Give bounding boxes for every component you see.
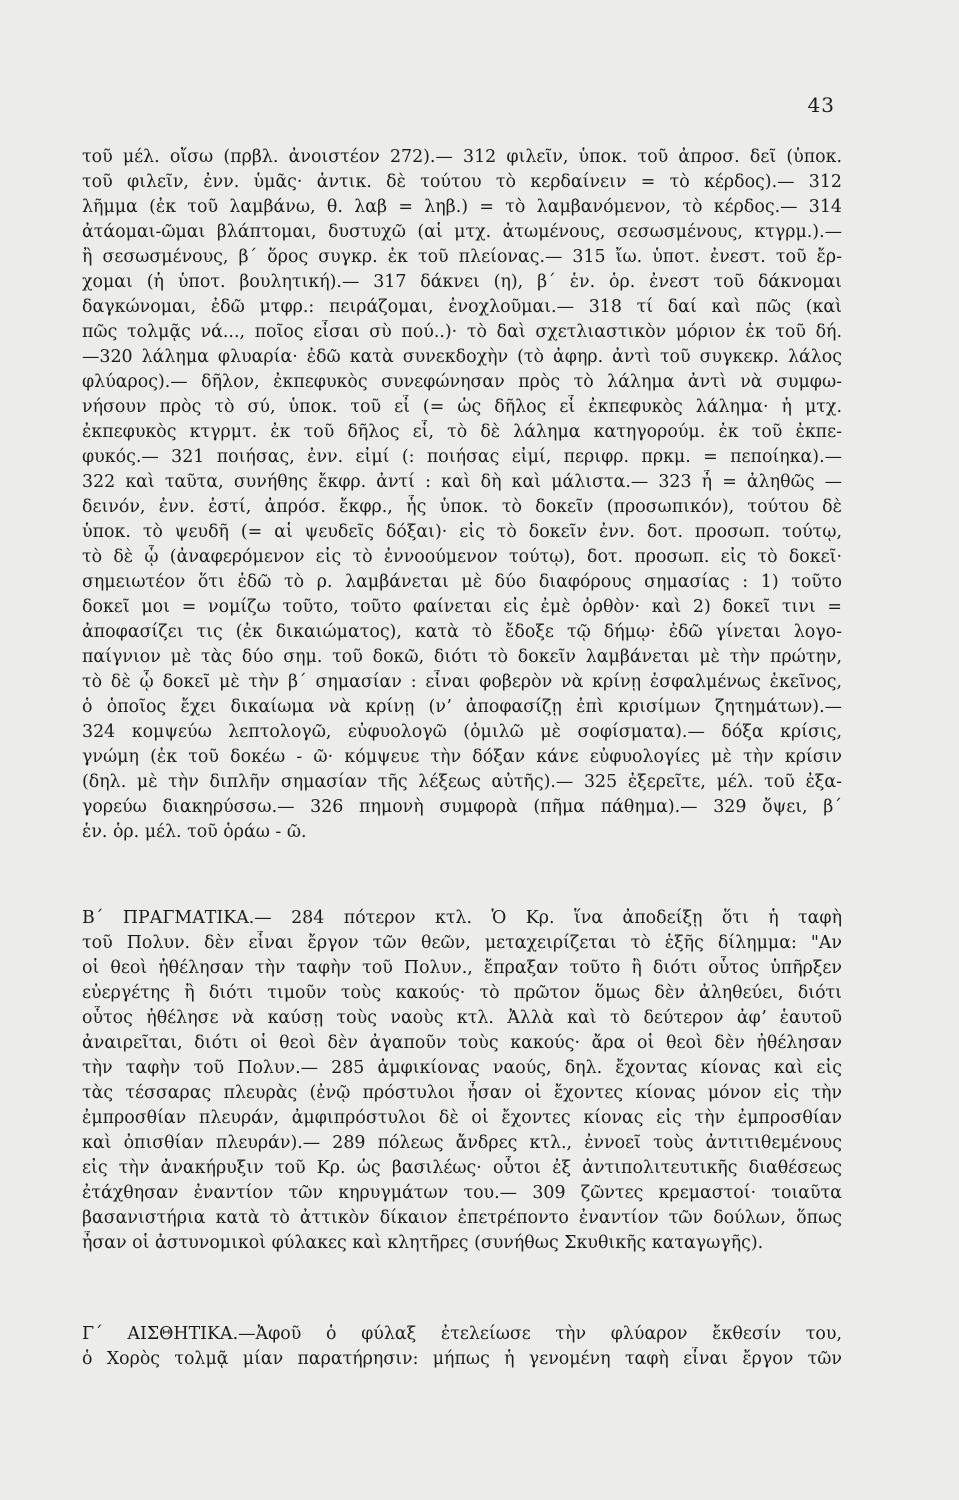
text-line: ἀτάομαι-ῶμαι βλάπτομαι, δυστυχῶ (αἱ μτχ. ἀτωμένους, σεσωσμένους, κτγρμ.).—	[82, 222, 842, 242]
text-line: σημειωτέον ὅτι ἐδῶ τὸ ρ. λαμβάνεται μὲ δύο διαφόρους σημασίας : 1) τοῦτο	[82, 572, 842, 592]
section-heading-line: Γ΄ ΑΙΣΘΗΤΙΚΑ.—Ἀφοῦ ὁ φύλαξ ἐτελείωσε τὴν φλύαρον ἔκθεσίν του,	[82, 1324, 842, 1344]
text-line: ὁ Χορὸς τολμᾷ μίαν παρατήρησιν: μήπως ἡ γενομένη ταφὴ εἶναι ἔργον τῶν	[82, 1349, 842, 1369]
text-line: (δηλ. μὲ τὴν διπλῆν σημασίαν τῆς λέξεως αὐτῆς).— 325 ἐξερεῖτε, μέλ. τοῦ ἐξα-	[82, 772, 842, 792]
text-line: οὗτος ἠθέλησε νὰ καύσῃ τοὺς ναοὺς κτλ. Ἀλλὰ καὶ τὸ δεύτερον ἀφʼ ἑαυτοῦ	[82, 1008, 842, 1028]
text-line: ἑν. ὁρ. μέλ. τοῦ ὁράω - ῶ.	[82, 822, 307, 842]
text-line: τὴν ταφὴν τοῦ Πολυν.— 285 ἀμφικίονας ναούς, δηλ. ἔχοντας κίονας καὶ εἰς	[82, 1058, 842, 1078]
text-line: εἰς τὴν ἀνακήρυξιν τοῦ Κρ. ὡς βασιλέως· οὗτοι ἐξ ἀντιπολιτευτικῆς διαθέσεως	[82, 1158, 842, 1178]
text-line: 322 καὶ ταῦτα, συνήθης ἔκφρ. ἀντί : καὶ δὴ καὶ μάλιστα.— 323 ἦ = ἀληθῶς —	[82, 472, 842, 492]
text-line: —320 λάλημα φλυαρία· ἐδῶ κατὰ συνεκδοχὴν (τὸ ἀφηρ. ἀντὶ τοῦ συγκεκρ. λάλος	[82, 347, 842, 367]
text-line: βασανιστήρια κατὰ τὸ ἀττικὸν δίκαιον ἐπετρέποντο ἐναντίον τῶν δούλων, ὅπως	[82, 1208, 842, 1228]
text-line: τοῦ μέλ. οἴσω (πρβλ. ἀνοιστέον 272).— 312 φιλεῖν, ὑποκ. τοῦ ἀπροσ. δεῖ (ὑποκ.	[82, 147, 842, 167]
text-line: ἐκπεφυκὸς κτγρμτ. ἐκ τοῦ δῆλος εἶ, τὸ δὲ λάλημα κατηγορούμ. ἐκ τοῦ ἐκπε-	[82, 422, 842, 442]
section-aisthetika	[82, 1322, 842, 1372]
section-pragmatika	[82, 906, 842, 1256]
text-line: τοῦ φιλεῖν, ἐνν. ὑμᾶς· ἀντικ. δὲ τούτου τὸ κερδαίνειν = τὸ κέρδος).— 312	[82, 172, 842, 192]
text-line: δοκεῖ μοι = νομίζω τοῦτο, τοῦτο φαίνεται εἰς ἐμὲ ὀρθὸν· καὶ 2) δοκεῖ τινι =	[82, 597, 842, 617]
text-line: γνώμη (ἐκ τοῦ δοκέω - ῶ· κόμψευε τὴν δόξαν κάνε εὐφυολογίες μὲ τὴν κρίσιν	[82, 747, 842, 767]
text-line: ἐτάχθησαν ἐναντίον τῶν κηρυγμάτων του.— 309 ζῶντες κρεμαστοί· τοιαῦτα	[82, 1183, 842, 1203]
commentary-notes	[82, 145, 842, 845]
text-line: χομαι (ἡ ὑποτ. βουλητική).— 317 δάκνει (η), β΄ ἑν. ὁρ. ἐνεστ τοῦ δάκνομαι	[82, 272, 842, 292]
section-heading-line: Β΄ ΠΡΑΓΜΑΤΙΚΑ.— 284 πότερον κτλ. Ὁ Κρ. ἵνα ἀποδείξῃ ὅτι ἡ ταφὴ	[82, 908, 842, 928]
text-line: παίγνιον μὲ τὰς δύο σημ. τοῦ δοκῶ, διότι τὸ δοκεῖν λαμβάνεται μὲ τὴν πρώτην,	[82, 647, 842, 667]
text-line: ἐμπροσθίαν πλευράν, ἀμφιπρόστυλοι δὲ οἱ ἔχοντες κίονας εἰς τὴν ἐμπροσθίαν	[82, 1108, 842, 1128]
text-line: τὸ δὲ ᾧ (ἀναφερόμενον εἰς τὸ ἐννοούμενον τούτῳ), δοτ. προσωπ. εἰς τὸ δοκεῖ·	[82, 547, 842, 567]
text-line: πῶς τολμᾷς νά..., ποῖος εἶσαι σὺ πού..)· τὸ δαὶ σχετλιαστικὸν μόριον ἐκ τοῦ δή.	[82, 322, 842, 342]
text-line: οἱ θεοὶ ἠθέλησαν τὴν ταφὴν τοῦ Πολυν., ἔπραξαν τοῦτο ἢ διότι οὗτος ὑπῆρξεν	[82, 958, 842, 978]
text-line: ὁ ὁποῖος ἔχει δικαίωμα νὰ κρίνῃ (νʼ ἀποφασίζῃ ἐπὶ κρισίμων ζητημάτων).—	[82, 697, 842, 717]
text-line: ἀποφασίζει τις (ἐκ δικαιώματος), κατὰ τὸ ἔδοξε τῷ δήμῳ· ἐδῶ γίνεται λογο-	[82, 622, 842, 642]
text-line: εὐεργέτης ἢ διότι τιμοῦν τοὺς κακούς· τὸ πρῶτον ὅμως δὲν ἀληθεύει, διότι	[82, 983, 842, 1003]
text-line: ἦσαν οἱ ἀστυνομικοὶ φύλακες καὶ κλητῆρες (συνήθως Σκυθικῆς καταγωγῆς).	[82, 1233, 764, 1253]
text-line: λῆμμα (ἐκ τοῦ λαμβάνω, θ. λαβ = ληβ.) = τὸ λαμβανόμενον, τὸ κέρδος.— 314	[82, 197, 842, 217]
text-line: φλύαρος).— δῆλον, ἐκπεφυκὸς συνεφώνησαν πρὸς τὸ λάλημα ἀντὶ νὰ συμφω-	[82, 372, 842, 392]
text-line: τὸ δὲ ᾧ δοκεῖ μὲ τὴν β΄ σημασίαν : εἶναι φοβερὸν νὰ κρίνῃ ἐσφαλμένως ἐκεῖνος,	[82, 672, 842, 692]
text-line: φυκός.— 321 ποιήσας, ἐνν. εἰμί (: ποιήσας εἰμί, περιφρ. πρκμ. = πεποίηκα).—	[82, 447, 842, 467]
text-line: γορεύω διακηρύσσω.— 326 πημονὴ συμφορὰ (πῆμα πάθημα).— 329 ὄψει, β΄	[82, 797, 842, 817]
text-line: ἢ σεσωσμένους, β΄ ὅρος συγκρ. ἐκ τοῦ πλείονας.— 315 ἴω. ὑποτ. ἐνεστ. τοῦ ἔρ-	[82, 247, 842, 267]
page-number: 43	[807, 93, 835, 117]
text-line: ἀναιρεῖται, διότι οἱ θεοὶ δὲν ἀγαποῦν τοὺς κακούς· ἄρα οἱ θεοὶ δὲν ἠθέλησαν	[82, 1033, 842, 1053]
text-line: δεινόν, ἐνν. ἐστί, ἀπρόσ. ἔκφρ., ἧς ὑποκ. τὸ δοκεῖν (προσωπικόν), τούτου δὲ	[82, 497, 842, 517]
text-line: ὑποκ. τὸ ψευδῆ (= αἱ ψευδεῖς δόξαι)· εἰς τὸ δοκεῖν ἐνν. δοτ. προσωπ. τούτῳ,	[82, 522, 842, 542]
text-line: δαγκώνομαι, ἐδῶ μτφρ.: πειράζομαι, ἐνοχλοῦμαι.— 318 τί δαί καὶ πῶς (καὶ	[82, 297, 842, 317]
text-line: νήσουν πρὸς τὸ σύ, ὑποκ. τοῦ εἶ (= ὡς δῆλος εἶ ἐκπεφυκὸς λάλημα· ἡ μτχ.	[82, 397, 842, 417]
text-line: τοῦ Πολυν. δὲν εἶναι ἔργον τῶν θεῶν, μεταχειρίζεται τὸ ἑξῆς δίλημμα: "Αν	[82, 933, 842, 953]
text-line: 324 κομψεύω λεπτολογῶ, εὐφυολογῶ (ὁμιλῶ μὲ σοφίσματα).— δόξα κρίσις,	[82, 722, 842, 742]
text-line: τὰς τέσσαρας πλευρὰς (ἐνῷ πρόστυλοι ἦσαν οἱ ἔχοντες κίονας μόνον εἰς τὴν	[82, 1083, 842, 1103]
text-line: καὶ ὀπισθίαν πλευράν).— 289 πόλεως ἄνδρες κτλ., ἐννοεῖ τοὺς ἀντιτιθεμένους	[82, 1133, 842, 1153]
